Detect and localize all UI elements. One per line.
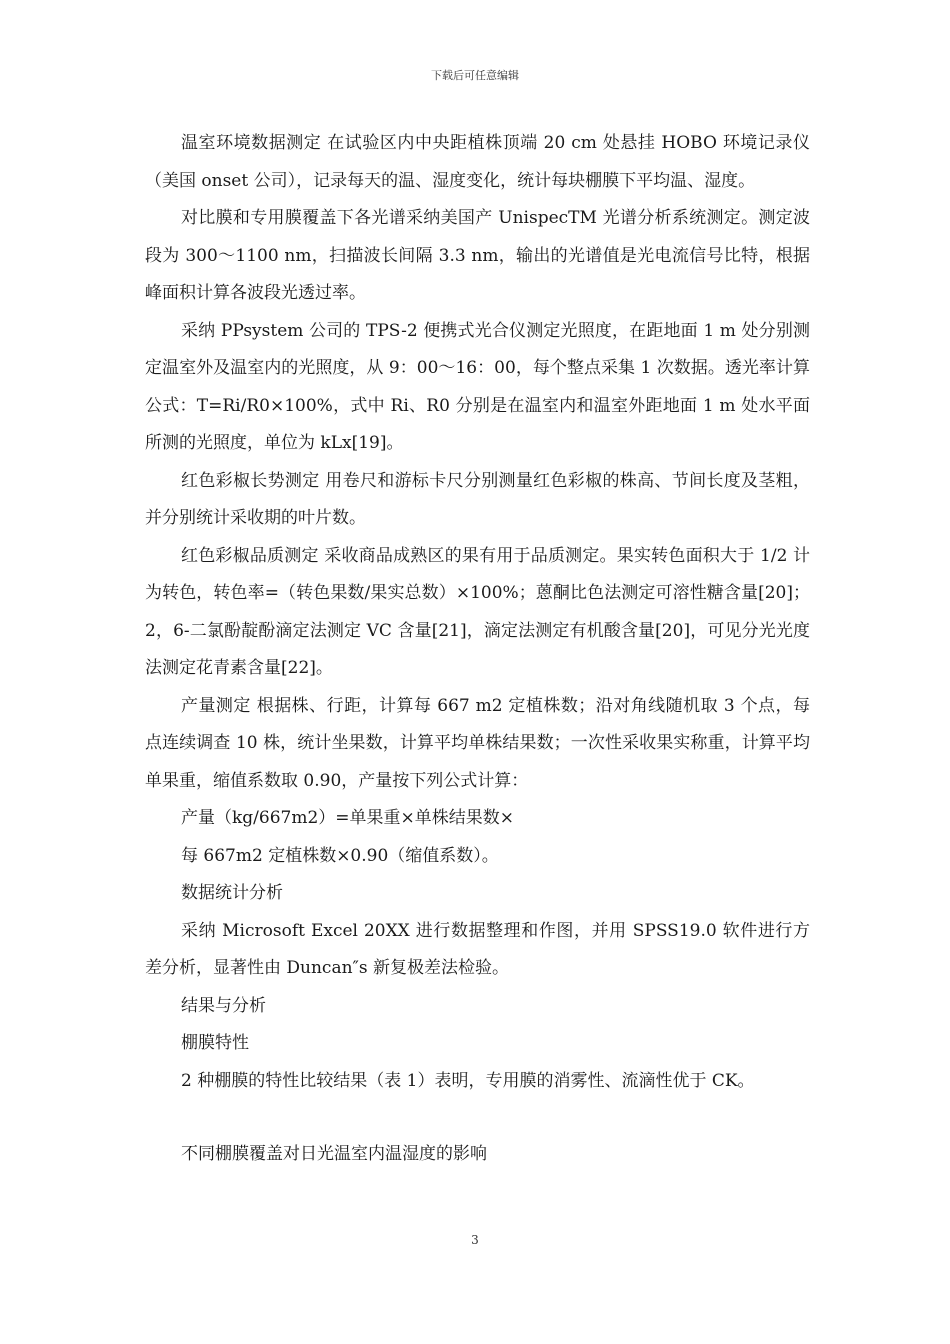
formula-line-2: 每 667m2 定植株数×0.90（缩值系数）。: [181, 845, 499, 866]
spacer: [145, 1100, 810, 1136]
paragraph-growth: 红色彩椒长势测定 用卷尺和游标卡尺分别测量红色彩椒的株高、节间长度及茎粗，并分别统计采收期的叶片数。: [145, 470, 810, 528]
paragraph-greenhouse-env: 温室环境数据测定 在试验区内中央距植株顶端 20 cm 处悬挂 HOBO 环境记录仪（美国 onset 公司），记录每天的温、湿度变化，统计每块棚膜下平均温、湿度。: [145, 133, 810, 191]
page-number: 3: [471, 1233, 479, 1247]
heading-temp-humidity: 不同棚膜覆盖对日光温室内温湿度的影响: [181, 1144, 487, 1164]
document-body: [145, 125, 810, 1174]
paragraph-yield: 产量测定 根据株、行距，计算每 667 m2 定植株数；沿对角线随机取 3 个点，每点连续调查 10 株，统计坐果数，计算平均单株结果数；一次性采收果实称重，计算平均单果重，缩值系数取 0.90，产量按下列公式计算：: [145, 695, 810, 791]
paragraph-statistics: 采纳 Microsoft Excel 20XX 进行数据整理和作图，并用 SPSS19.0 软件进行方差分析，显著性由 Duncan″s 新复极差法检验。: [145, 920, 810, 978]
heading-results: 结果与分析: [181, 995, 266, 1016]
paragraph-light-intensity: 采纳 PPsystem 公司的 TPS-2 便携式光合仪测定光照度，在距地面 1 m 处分别测定温室外及温室内的光照度，从 9：00～16：00，每个整点采集 1 次数据。透光率计算公式：T=Ri/R0×100%，式中 Ri、R0 分别是在温室内和温室外距地面 1 m 处水平面所测的光照度，单位为 kLx[19]。: [145, 320, 810, 453]
paragraph-quality: 红色彩椒品质测定 采收商品成熟区的果有用于品质测定。果实转色面积大于 1/2 计为转色，转色率=（转色果数/果实总数）×100%；蒽酮比色法测定可溶性糖含量[20]；2，6-二氯酚靛酚滴定法测定 VC 含量[21]，滴定法测定有机酸含量[20]，可见分光光度法测定花青素含量[22]。: [145, 545, 810, 678]
paragraph-film-comparison: 2 种棚膜的特性比较结果（表 1）表明，专用膜的消雾性、流滴性优于 CK。: [181, 1070, 755, 1091]
formula-line-1: 产量（kg/667m2）=单果重×单株结果数×: [181, 808, 515, 828]
heading-film-properties: 棚膜特性: [181, 1033, 249, 1053]
heading-statistics: 数据统计分析: [181, 883, 283, 903]
paragraph-spectrum: 对比膜和专用膜覆盖下各光谱采纳美国产 UnispecTM 光谱分析系统测定。测定波段为 300～1100 nm，扫描波长间隔 3.3 nm，输出的光谱值是光电流信号比特，根据峰面积计算各波段光透过率。: [145, 208, 810, 303]
page-header: 下载后可任意编辑: [431, 69, 519, 82]
